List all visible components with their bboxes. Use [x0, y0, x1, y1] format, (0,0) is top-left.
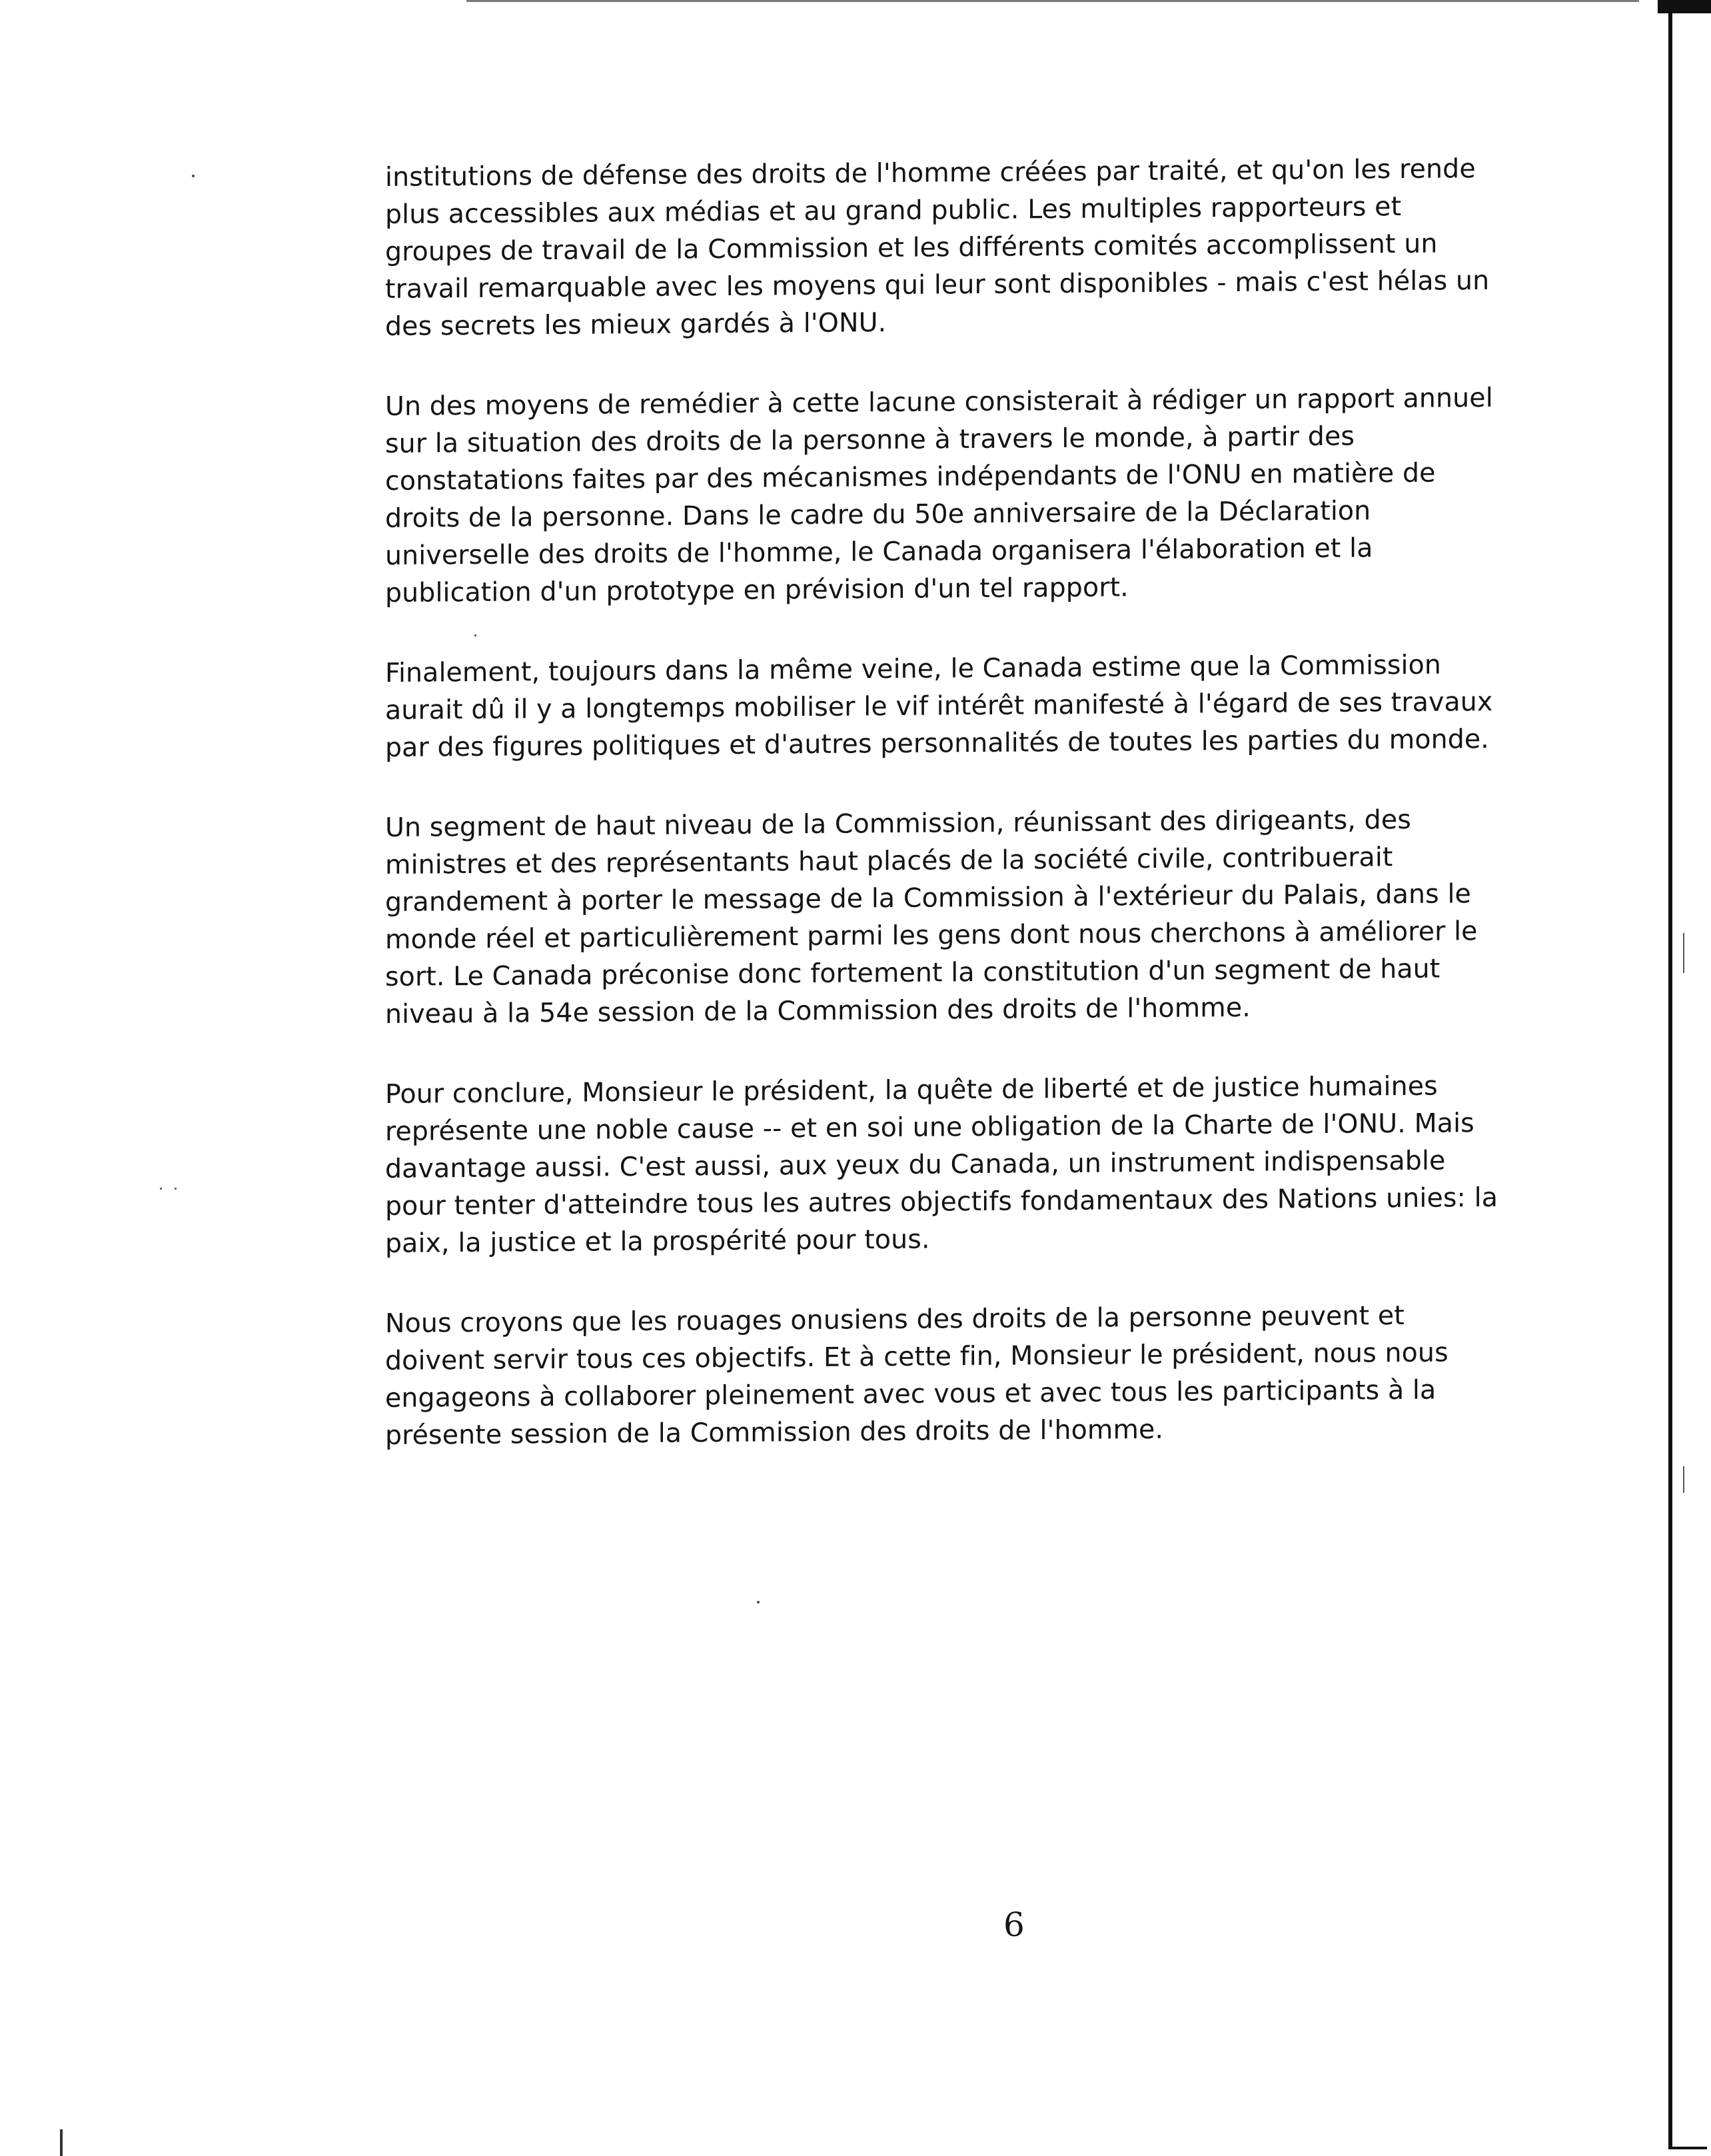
page-number: 6	[1003, 1905, 1025, 1944]
document-body	[385, 153, 1651, 1497]
scan-edge-speck	[1683, 1466, 1684, 1493]
paragraph: Pour conclure, Monsieur le président, la quête de liberté et de justice humaines représente une noble cause -- et en soi une obligation de la Charte de l'ONU. Mais davantage aussi. C'est aussi, aux yeux du Canada, un instrument indispensable pour tenter d'atteindre tous les autres objectifs fondamentaux des Nations unies: la paix, la justice et la prospérité pour tous.	[385, 1070, 1498, 1259]
scan-top-edge	[466, 0, 1639, 2]
paragraph: Finalement, toujours dans la même veine, le Canada estime que la Commission aurait dû il y a longtemps mobiliser le vif intérêt manifesté à l'égard de ses travaux par des figures politiques et d'autres personnalités de toutes les parties du monde.	[385, 649, 1493, 763]
scan-bottom-mark	[60, 2129, 63, 2156]
paragraph: institutions de défense des droits de l'homme créées par traité, et qu'on les rende plus accessibles aux médias et au grand public. Les multiples rapporteurs et groupes de travail de la Commission et les différents comités accomplissent un travail remarquable avec les moyens qui leur sont disponibles - mais c'est hélas un des secrets les mieux gardés à l'ONU.	[385, 153, 1490, 342]
paragraph: Un des moyens de remédier à cette lacune consisterait à rédiger un rapport annuel sur la situation des droits de la personne à travers le monde, à partir des constatations faites par des mécanismes indépendants de l'ONU en matière de droits de la personne. Dans le cadre du 50e anniversaire de la Déclaration universelle des droits de l'homme, le Canada organisera l'élaboration et la publication d'un prototype en prévision d'un tel rapport.	[385, 382, 1493, 608]
scan-speck	[757, 1601, 760, 1604]
paragraph: Un segment de haut niveau de la Commission, réunissant des dirigeants, des ministres et des représentants haut placés de la société civile, contribuerait grandement à porter le message de la Commission à l'extérieur du Palais, dans le monde réel et particulièrement parmi les gens dont nous cherchons à améliorer le sort. Le Canada préconise donc fortement la constitution d'un segment de haut niveau à la 54e session de la Commission des droits de l'homme.	[385, 804, 1478, 1030]
scan-edge-speck	[1683, 933, 1684, 973]
scan-edge-border	[1668, 7, 1707, 2149]
scan-speck	[175, 1188, 177, 1190]
scan-right-edge	[1663, 0, 1711, 2156]
scan-speck	[192, 175, 195, 177]
scan-speck	[160, 1188, 162, 1190]
paragraph: Nous croyons que les rouages onusiens des droits de la personne peuvent et doivent servir tous ces objectifs. Et à cette fin, Monsieur le président, nous nous engageons à collaborer pleinement avec vous et avec tous les participants à la présente session de la Commission des droits de l'homme.	[385, 1300, 1448, 1451]
